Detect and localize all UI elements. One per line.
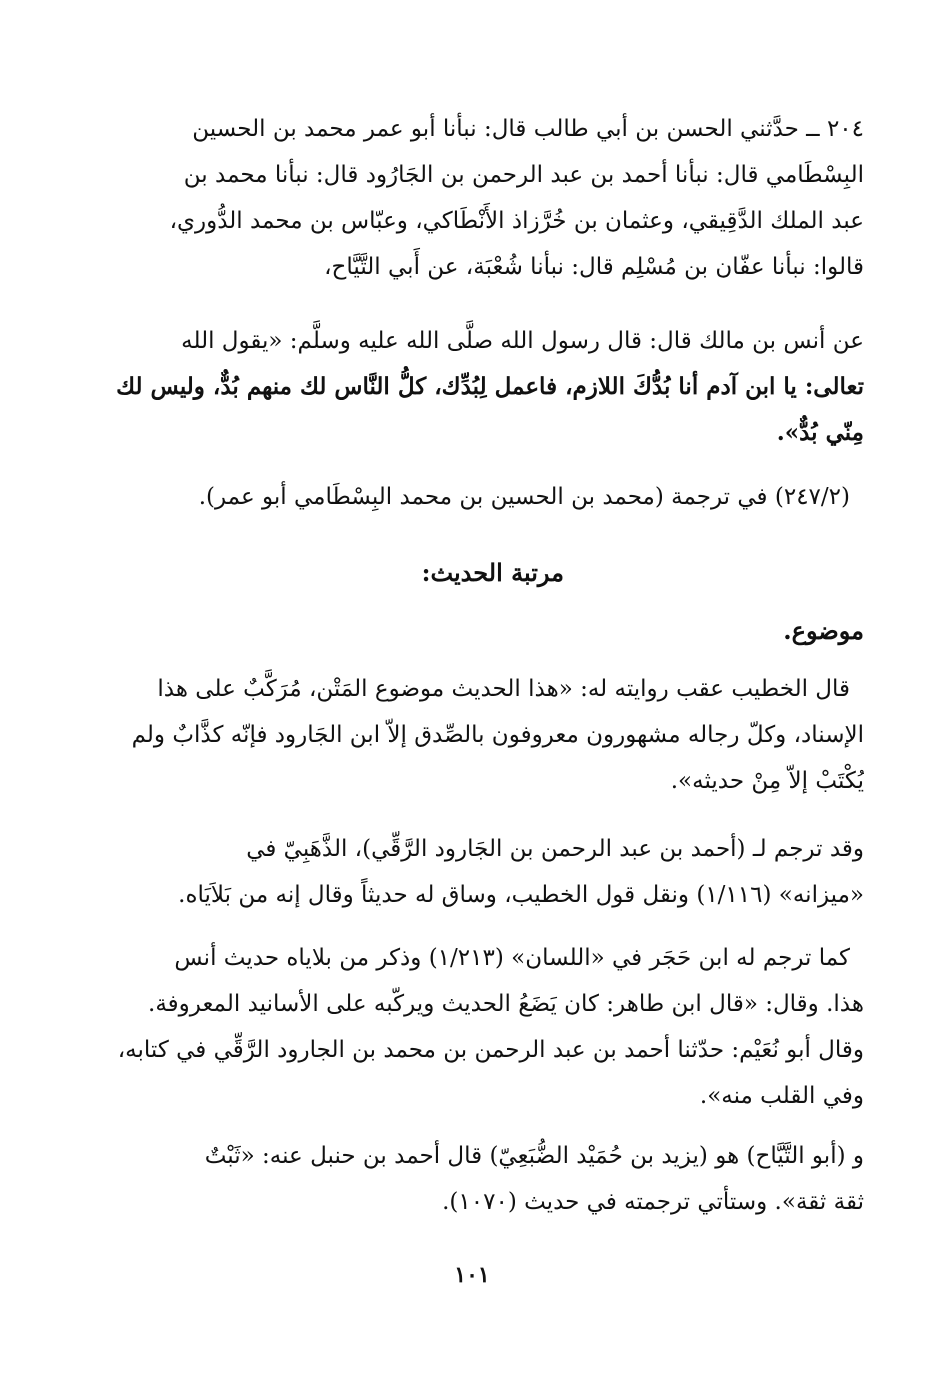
text-line: وقال أبو نُعَيْم: حدّثنا أحمد بن عبد الرحمن بن محمد بن الجارود الرَّقِّي في كتابه، [117, 1037, 864, 1063]
text-line: وفي القلب منه». [699, 1083, 864, 1109]
text-line: قال الخطيب عقب روايته له: «هذا الحديث موضوع المَتْن، مُرَكَّبٌ على هذا [157, 676, 850, 702]
khatib-paragraph [104, 666, 864, 804]
text-line: ثقة ثقة». وستأتي ترجمته في حديث (١٠٧٠). [442, 1189, 864, 1215]
text-line: و (أبو التَّيَّاح) هو (يزيد بن حُمَيْد الضُّبَعِيّ) قال أحمد بن حنبل عنه: «ثَبْتٌ [204, 1143, 864, 1169]
text-line: قالوا: نبأنا عفّان بن مُسْلِم قال: نبأنا شُعْبَة، عن أَبي التَّيَّاح، [324, 254, 864, 280]
page-number: ١٠١ [454, 1262, 490, 1288]
text-line: «ميزانه» (١/١١٦) ونقل قول الخطيب، وساق له حديثاً وقال إنه من بَلاَيَاه. [178, 882, 864, 908]
text-line: عن أنس بن مالك قال: قال رسول الله صلَّى الله عليه وسلَّم: «يقول الله [181, 328, 864, 354]
text-line: (٢٤٧/٢) في ترجمة (محمد بن الحسين بن محمد البِسْطَامي أبو عمر). [198, 484, 850, 510]
text-line: الإسناد، وكلّ رجاله مشهورون معروفون بالصِّدق إلاّ ابن الجَارود فإنّه كذَّابٌ ولم [131, 722, 864, 748]
text-line: تعالى: يا ابن آدم أنا بُدُّكَ اللازم، فاعمل لِبُدِّك، كلُّ النَّاس لك منهم بُدٌّ، وليس لك [116, 373, 864, 400]
section-heading: مرتبة الحديث: [421, 558, 564, 587]
text-line: البِسْطَامي قال: نبأنا أحمد بن عبد الرحمن بن الجَارُود قال: نبأنا محمد بن [183, 162, 864, 188]
ruling-heading: موضوع. [783, 616, 864, 645]
text-line: عبد الملك الدَّقِيقي، وعثمان بن خُرَّزاذ الأَنْطَاكي، وعبّاس بن محمد الدُّوري، [169, 208, 864, 234]
text-line: ٢٠٤ ــ حدَّثني الحسن بن أبي طالب قال: نبأنا أبو عمر محمد بن الحسين [192, 116, 864, 142]
text-line: يُكْتَبْ إلاّ مِنْ حديثه». [670, 768, 864, 794]
text-line: مِنّي بُدٌّ». [776, 419, 864, 446]
reference-paragraph [104, 474, 864, 520]
narrator-paragraph [104, 1133, 864, 1225]
ibn-hajar-paragraph [104, 935, 864, 1119]
text-line: كما ترجم له ابن حَجَر في «اللسان» (١/٢١٣) وذكر من بلاياه حديث أنس [174, 945, 850, 971]
hadith-text-paragraph [104, 318, 864, 456]
hadith-paragraph [104, 106, 864, 290]
dhahabi-paragraph [104, 826, 864, 918]
text-line: وقد ترجم لـ (أحمد بن عبد الرحمن بن الجَارود الرَّقِّي)، الذَّهَبِيّ في [246, 836, 864, 862]
text-line: هذا. وقال: «قال ابن طاهر: كان يَضَعُ الحديث ويركّبه على الأسانيد المعروفة. [148, 991, 864, 1017]
